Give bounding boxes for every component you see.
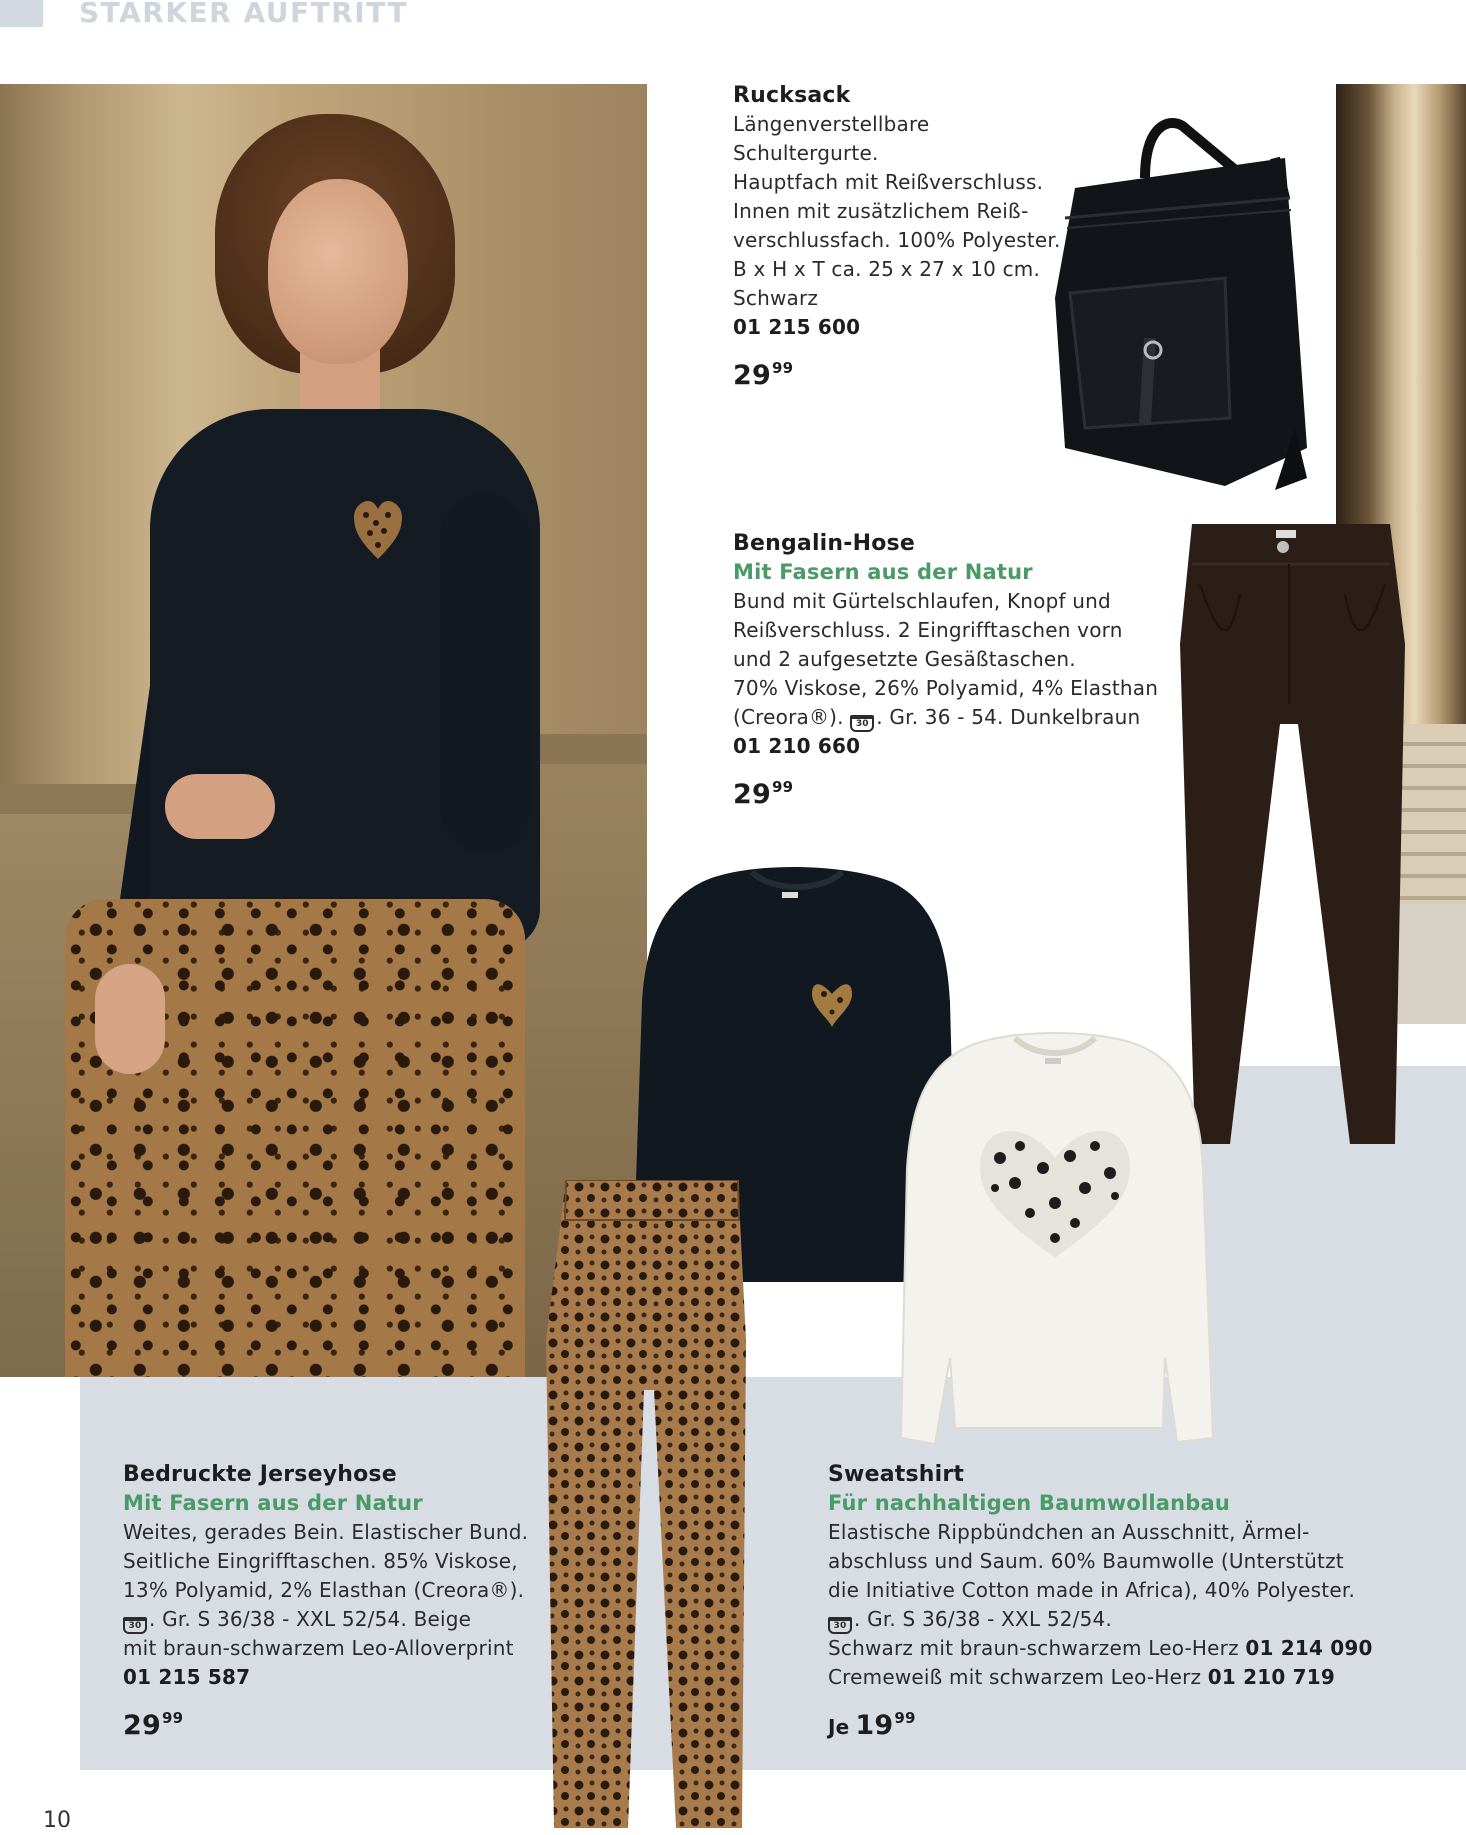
rucksack-line: Schwarz — [733, 286, 819, 310]
leo-heart-print — [354, 501, 402, 561]
bengalin-description — [733, 529, 1173, 811]
page-header-title: STARKER AUFTRITT — [79, 0, 409, 29]
sweatshirt-description — [828, 1460, 1388, 1743]
bengalin-line: 70% Viskose, 26% Polyamid, 4% Elasthan — [733, 676, 1159, 700]
bengalin-line: Bund mit Gürtelschlaufen, Knopf und — [733, 589, 1111, 613]
bengalin-article-number: 01 210 660 — [733, 734, 861, 758]
rucksack-line: Hauptfach mit Reißverschluss. — [733, 170, 1044, 194]
sweatshirt-price: Je $19^{99}$ — [828, 1709, 916, 1741]
wash-30-icon: 30 — [123, 1617, 147, 1634]
bengalin-line: und 2 aufgesetzte Gesäßtaschen. — [733, 647, 1076, 671]
bengalin-line: Reißverschluss. 2 Eingrifftaschen vorn — [733, 618, 1123, 642]
rucksack-line: B x H x T ca. 25 x 27 x 10 cm. — [733, 257, 1041, 281]
jersey-line: 13% Polyamid, 2% Elasthan (Creora®). — [123, 1578, 525, 1602]
jersey-line: Weites, gerades Bein. Elastischer Bund. — [123, 1520, 529, 1544]
sweatshirt-line: Elastische Rippbündchen an Ausschnitt, Ärmel- — [828, 1520, 1310, 1544]
rucksack-line: Innen mit zusätzlichem Reiß- — [733, 199, 1029, 223]
cream-sweatshirt-image — [895, 1028, 1215, 1444]
sweatshirt-line: abschluss und Saum. 60% Baumwolle (Unterstützt — [828, 1549, 1344, 1573]
jersey-line: 30 . Gr. S 36/38 - XXL 52/54. Beige — [123, 1605, 643, 1634]
page-number: 10 — [43, 1808, 71, 1833]
jersey-description — [123, 1460, 643, 1742]
bengalin-line: (Creora®). 30 . Gr. 36 - 54. Dunkelbraun — [733, 703, 1173, 732]
rucksack-price: $29^{99}$ — [733, 359, 794, 391]
sweatshirt-title: Sweatshirt — [828, 1462, 965, 1487]
jersey-title: Bedruckte Jerseyhose — [123, 1462, 397, 1487]
sweatshirt-subtitle: Für nachhaltigen Baumwollanbau — [828, 1491, 1231, 1515]
jersey-line: Seitliche Eingrifftaschen. 85% Viskose, — [123, 1549, 518, 1573]
backpack-image — [1045, 118, 1317, 490]
sweatshirt-variant-cream: Cremeweiß mit schwarzem Leo-Herz 01 210 719 — [828, 1665, 1336, 1689]
bengalin-price: $29^{99}$ — [733, 778, 794, 810]
bengalin-title: Bengalin-Hose — [733, 531, 915, 556]
sweatshirt-line: die Initiative Cotton made in Africa), 40% Polyester. — [828, 1578, 1355, 1602]
bengalin-subtitle: Mit Fasern aus der Natur — [733, 560, 1033, 584]
rucksack-article-number: 01 215 600 — [733, 315, 861, 339]
rucksack-line: verschlussfach. 100% Polyester. — [733, 228, 1061, 252]
header-accent-bar — [0, 0, 43, 27]
jersey-article-number: 01 215 587 — [123, 1665, 251, 1689]
sweatshirt-line: 30 . Gr. S 36/38 - XXL 52/54. — [828, 1605, 1388, 1634]
rucksack-line: Längenverstellbare Schultergurte. — [733, 112, 930, 165]
jersey-price: $29^{99}$ — [123, 1709, 184, 1741]
rucksack-title: Rucksack — [733, 83, 851, 108]
sweatshirt-variant-black: Schwarz mit braun-schwarzem Leo-Herz 01 214 090 — [828, 1636, 1373, 1660]
wash-30-icon: 30 — [828, 1617, 852, 1634]
jersey-subtitle: Mit Fasern aus der Natur — [123, 1491, 423, 1515]
wash-30-icon: 30 — [850, 715, 874, 732]
jersey-line: mit braun-schwarzem Leo-Alloverprint — [123, 1636, 514, 1660]
rucksack-description — [733, 81, 1073, 392]
